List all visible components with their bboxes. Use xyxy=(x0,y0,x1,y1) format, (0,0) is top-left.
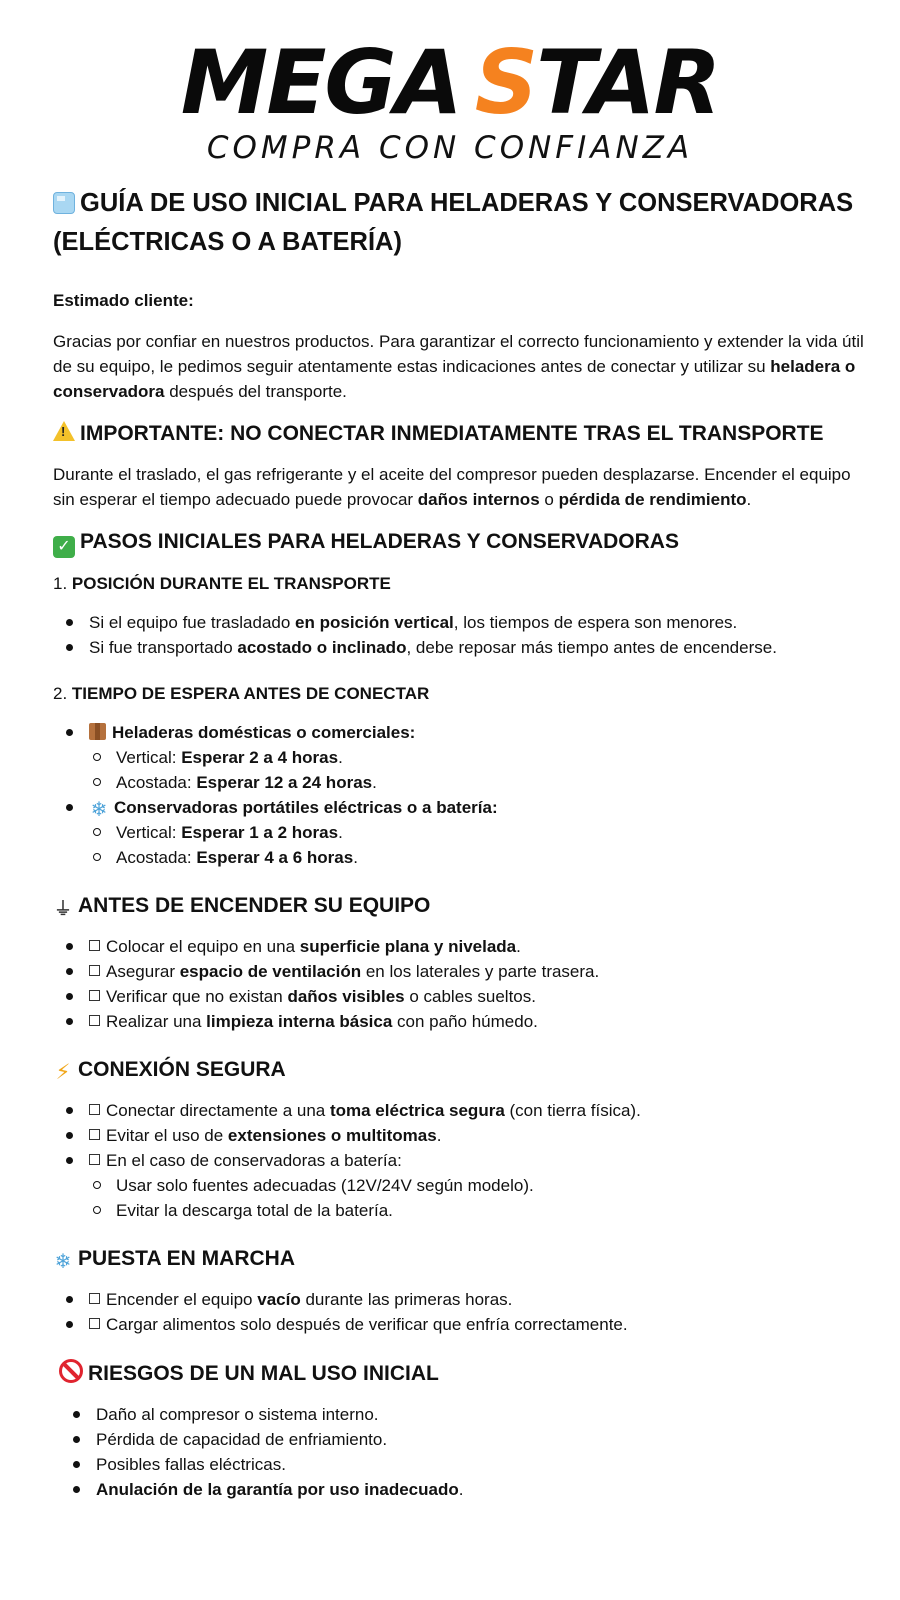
item-text: en los laterales y parte trasera. xyxy=(361,962,600,981)
ice-cube-icon xyxy=(53,192,75,214)
checklist-item xyxy=(53,959,873,984)
warning-icon xyxy=(53,421,75,441)
snowflake-icon: ❄ xyxy=(90,799,108,821)
step-heading-tiempo xyxy=(53,682,873,706)
riesgos-list xyxy=(53,1402,873,1502)
section-heading-conexion xyxy=(53,1056,873,1084)
item-bold: Esperar 2 a 4 horas xyxy=(181,748,339,767)
item-text: Asegurar xyxy=(106,962,180,981)
checklist-item xyxy=(53,1009,873,1034)
sub-list-item xyxy=(53,745,873,770)
heading-text: PUESTA EN MARCHA xyxy=(78,1247,296,1270)
step-number: 2. xyxy=(53,684,72,703)
item-text: En el caso de conservadoras a batería: xyxy=(106,1151,402,1170)
lightning-icon: ⚡ xyxy=(55,1061,71,1084)
section-heading-riesgos xyxy=(53,1359,873,1388)
item-text: . xyxy=(338,748,343,767)
intro-text: Gracias por confiar en nuestros productos. Para garantizar el correcto funcionamiento y extender la vida útil de su equipo, le pedimos seguir atentamente estas indicaciones antes de conectar y utilizar su xyxy=(53,332,864,376)
posicion-list xyxy=(53,610,873,660)
item-text: Realizar una xyxy=(106,1012,207,1031)
step-number: 1. xyxy=(53,574,72,593)
item-text: Colocar el equipo en una xyxy=(106,937,300,956)
megastar-logo xyxy=(0,31,900,170)
section-heading-puesta xyxy=(53,1245,873,1273)
list-item xyxy=(53,1402,873,1427)
greeting-text: Estimado cliente: xyxy=(53,291,194,310)
paragraph-text: Durante el traslado, el gas refrigerante y el aceite del compresor pueden desplazarse. Encender el equipo sin esperar el tiempo adecuado puede provocar xyxy=(53,465,851,509)
plug-icon: ⏚ xyxy=(54,899,72,919)
item-bold: extensiones o multitomas xyxy=(227,1126,437,1145)
intro-paragraph xyxy=(53,329,873,404)
sub-list-item xyxy=(53,820,873,845)
item-bold: en posición vertical xyxy=(295,613,454,632)
greeting xyxy=(53,288,873,313)
prohibited-icon xyxy=(59,1359,83,1383)
checklist-item xyxy=(53,1123,873,1148)
logo-s: S xyxy=(474,31,537,134)
heading-text: ANTES DE ENCENDER SU EQUIPO xyxy=(78,894,431,917)
checklist-item xyxy=(53,1098,873,1123)
paragraph-bold: pérdida de rendimiento xyxy=(558,490,747,509)
item-text: Encender el equipo xyxy=(106,1290,258,1309)
section-heading-pasos xyxy=(53,528,873,558)
item-text: . xyxy=(338,823,343,842)
item-bold: limpieza interna básica xyxy=(206,1012,393,1031)
list-item xyxy=(53,635,873,660)
step-title: TIEMPO DE ESPERA ANTES DE CONECTAR xyxy=(71,684,430,703)
item-bold: toma eléctrica segura xyxy=(329,1101,505,1120)
list-item xyxy=(53,795,873,820)
checklist-item xyxy=(53,1148,873,1173)
list-item xyxy=(53,1477,873,1502)
checklist-item xyxy=(53,984,873,1009)
logo-wordmark xyxy=(0,31,900,134)
sub-list-item xyxy=(53,845,873,870)
item-text: Posibles fallas eléctricas. xyxy=(96,1455,286,1474)
snowflake-icon: ❄ xyxy=(54,1251,72,1273)
step-title: POSICIÓN DURANTE EL TRANSPORTE xyxy=(71,574,391,593)
section-heading-antes xyxy=(53,892,873,920)
item-bold: Heladeras domésticas o comerciales: xyxy=(112,723,416,742)
item-text: Acostada: xyxy=(116,773,197,792)
paragraph-text: o xyxy=(539,490,559,509)
package-icon xyxy=(89,723,106,740)
title-text: GUÍA DE USO INICIAL PARA HELADERAS Y CONSERVADORAS (ELÉCTRICAS O A BATERÍA) xyxy=(53,189,854,256)
checkbox-icon xyxy=(89,1015,100,1026)
guide-content xyxy=(53,184,873,1524)
checkbox-icon xyxy=(89,965,100,976)
item-text: . xyxy=(516,937,521,956)
antes-checklist xyxy=(53,934,873,1034)
checkbox-icon xyxy=(89,940,100,951)
list-item xyxy=(53,1452,873,1477)
item-text: . xyxy=(458,1480,464,1499)
checklist-item xyxy=(53,934,873,959)
checkbox-icon xyxy=(89,990,100,1001)
item-text: . xyxy=(353,848,358,867)
item-text: Verificar que no existan xyxy=(106,987,288,1006)
item-text: Cargar alimentos solo después de verificar que enfría correctamente. xyxy=(106,1315,628,1334)
item-text: con paño húmedo. xyxy=(392,1012,538,1031)
item-text: Conectar directamente a una xyxy=(106,1101,330,1120)
item-text: Daño al compresor o sistema interno. xyxy=(96,1405,379,1424)
checkbox-icon xyxy=(89,1318,100,1329)
item-text: . xyxy=(436,1126,442,1145)
sub-list-item xyxy=(53,770,873,795)
paragraph-bold: daños internos xyxy=(417,490,540,509)
item-text: Vertical: xyxy=(116,823,182,842)
item-bold: acostado o inclinado xyxy=(237,638,407,657)
list-item xyxy=(53,610,873,635)
heading-text: CONEXIÓN SEGURA xyxy=(78,1058,286,1081)
tiempo-list xyxy=(53,720,873,870)
heading-text: RIESGOS DE UN MAL USO INICIAL xyxy=(88,1362,439,1385)
conexion-checklist xyxy=(53,1098,873,1223)
importante-paragraph xyxy=(53,462,873,512)
check-mark-icon: ✓ xyxy=(53,536,75,558)
item-bold: Esperar 4 a 6 horas xyxy=(196,848,354,867)
page-title xyxy=(53,184,873,262)
checkbox-icon xyxy=(89,1104,100,1115)
checkbox-icon xyxy=(89,1154,100,1165)
intro-text: después del transporte. xyxy=(164,382,347,401)
section-heading-importante xyxy=(53,420,873,448)
checklist-item xyxy=(53,1287,873,1312)
checklist-item xyxy=(53,1312,873,1337)
item-bold: daños visibles xyxy=(287,987,405,1006)
list-item xyxy=(53,720,873,745)
checkbox-icon xyxy=(89,1129,100,1140)
intro-bold: heladera o conservadora xyxy=(53,357,856,401)
item-text: , los tiempos de espera son menores. xyxy=(453,613,738,632)
heading-text: IMPORTANTE: NO CONECTAR INMEDIATAMENTE TRAS EL TRANSPORTE xyxy=(80,422,824,445)
item-text: Pérdida de capacidad de enfriamiento. xyxy=(96,1430,388,1449)
list-item xyxy=(53,1427,873,1452)
step-heading-posicion xyxy=(53,572,873,596)
item-text: Vertical: xyxy=(116,748,182,767)
item-text: Evitar la descarga total de la batería. xyxy=(116,1201,393,1220)
tagline: COMPRA CON CONFIANZA xyxy=(206,130,694,166)
item-bold: espacio de ventilación xyxy=(179,962,362,981)
item-text: Evitar el uso de xyxy=(106,1126,228,1145)
puesta-checklist xyxy=(53,1287,873,1337)
item-bold: Esperar 1 a 2 horas xyxy=(181,823,339,842)
paragraph-text: . xyxy=(746,490,752,509)
logo-tar: TAR xyxy=(536,31,720,134)
item-text: . xyxy=(372,773,377,792)
item-bold: superficie plana y nivelada xyxy=(299,937,517,956)
item-text: Usar solo fuentes adecuadas (12V/24V según modelo). xyxy=(116,1176,534,1195)
item-bold: Conservadoras portátiles eléctricas o a batería: xyxy=(114,798,498,817)
item-bold: Anulación de la garantía por uso inadecuado xyxy=(96,1480,459,1499)
logo-mega: MEGA xyxy=(180,31,461,134)
sub-list-item xyxy=(53,1173,873,1198)
item-text: Acostada: xyxy=(116,848,197,867)
item-text: Si el equipo fue trasladado xyxy=(89,613,296,632)
item-text: durante las primeras horas. xyxy=(300,1290,513,1309)
item-text: Si fue transportado xyxy=(89,638,238,657)
sub-list-item xyxy=(53,1198,873,1223)
item-bold: vacío xyxy=(257,1290,301,1309)
checkbox-icon xyxy=(89,1293,100,1304)
item-bold: Esperar 12 a 24 horas xyxy=(196,773,373,792)
item-text: , debe reposar más tiempo antes de encenderse. xyxy=(406,638,777,657)
item-text: o cables sueltos. xyxy=(404,987,536,1006)
heading-text: PASOS INICIALES PARA HELADERAS Y CONSERVADORAS xyxy=(80,530,679,553)
item-text: (con tierra física). xyxy=(504,1101,641,1120)
